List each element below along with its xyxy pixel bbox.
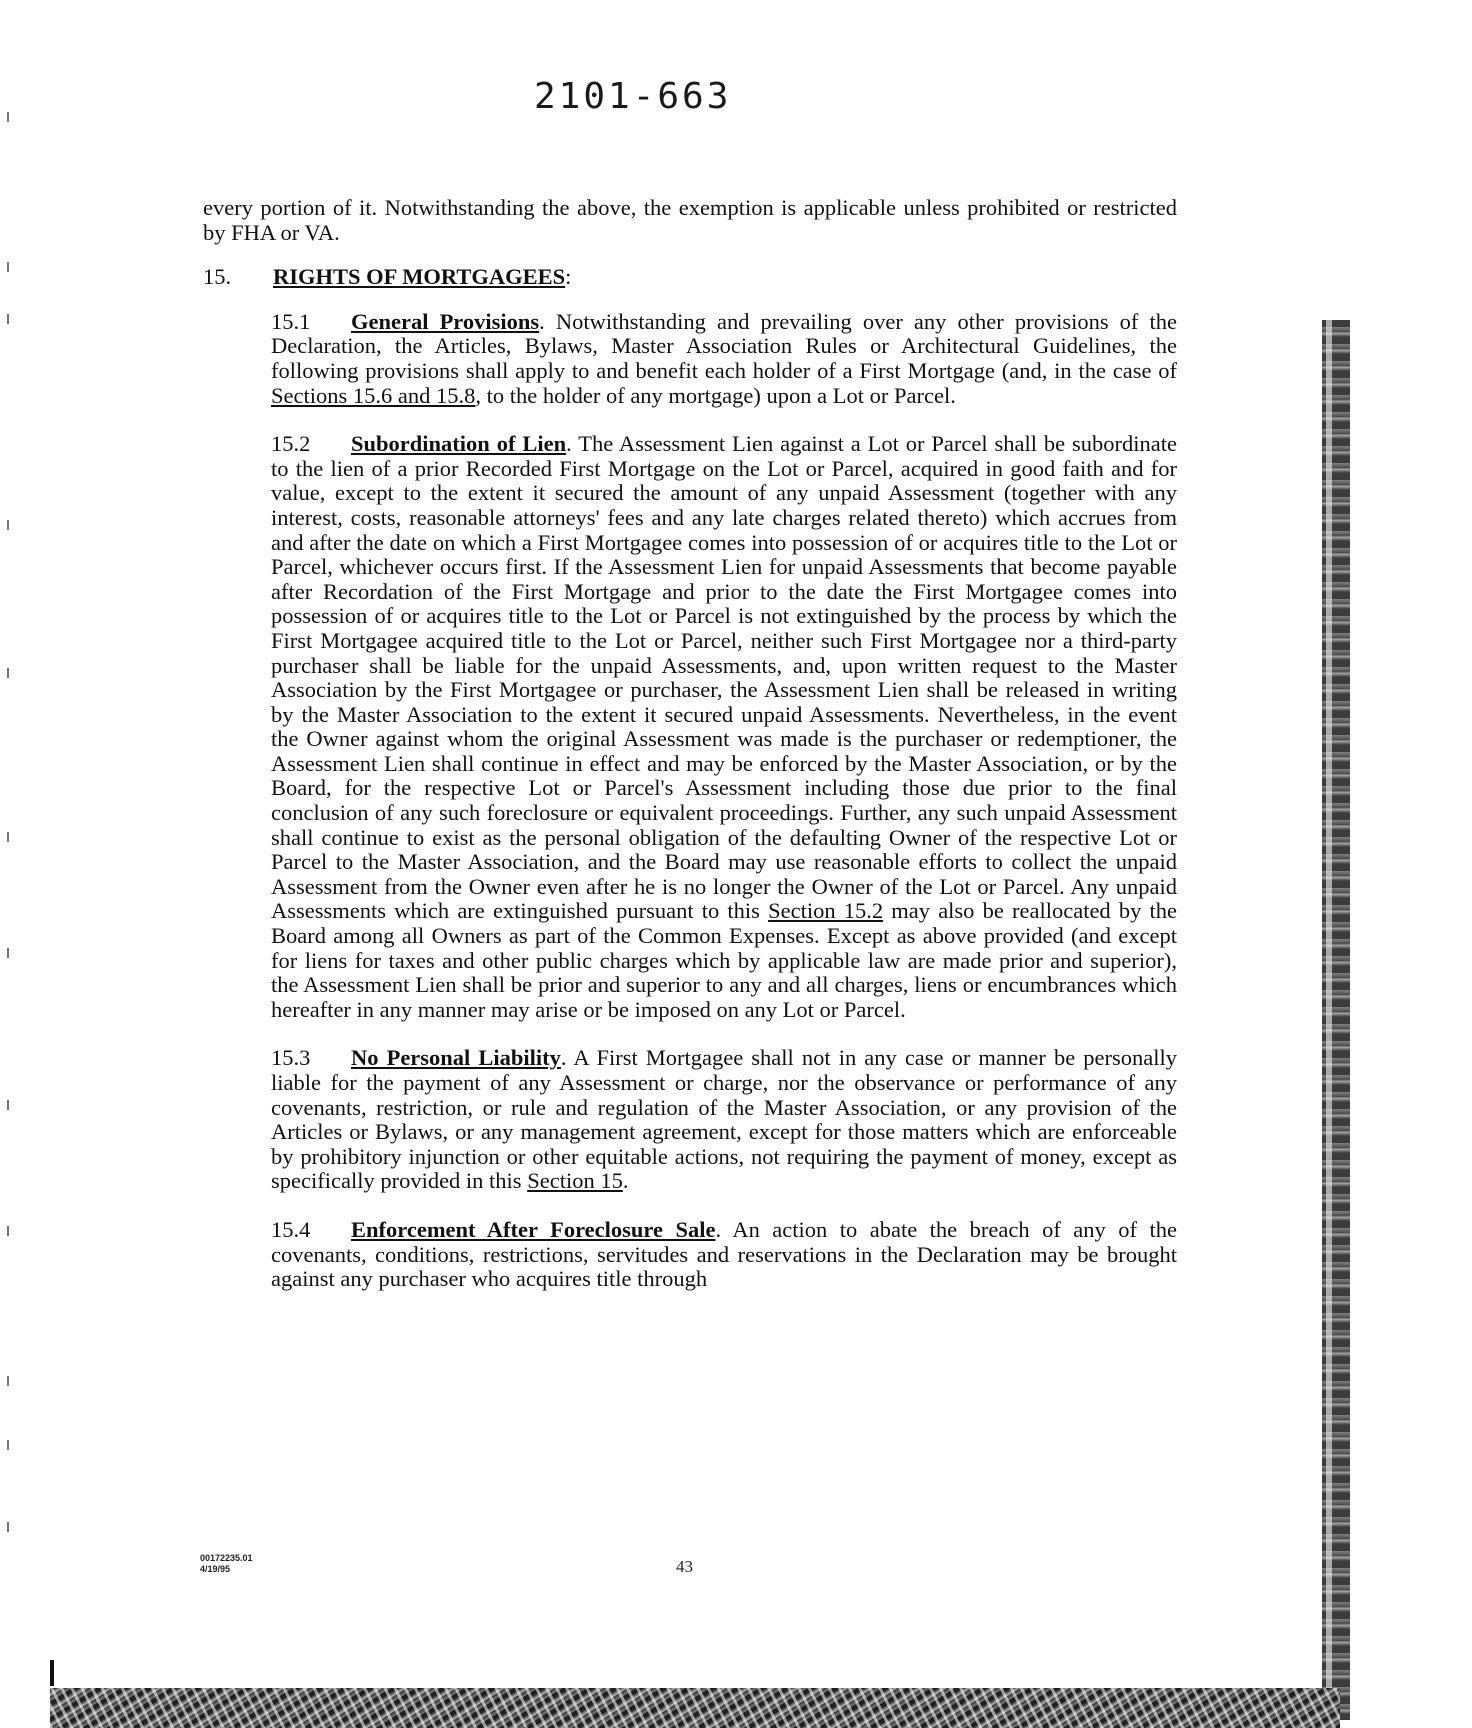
- margin-tick: [7, 112, 9, 122]
- margin-tick: [7, 520, 9, 530]
- footer-doc-code: [200, 1553, 253, 1575]
- subsection-title: Enforcement After Foreclosure Sale: [351, 1216, 716, 1242]
- margin-tick: [7, 1376, 9, 1386]
- subsection-number: 15.4: [271, 1216, 311, 1242]
- subsection-text: . A First Mortgagee shall not in any case or manner be personally liable for the payment of any Assessment or charge, nor the observance or performance of any covenants, restriction, or rule and regulation of the Master Association, or any provision of the Articles or Bylaws, or any management agreement, except for those matters which are enforceable by prohibitory injunction or other equitable actions, not requiring the payment of money, except as specifically provided in this: [271, 1045, 1177, 1194]
- continuation-paragraph: every portion of it. Notwithstanding the above, the exemption is applicable unless prohibited or restricted by FHA or VA.: [203, 195, 1177, 245]
- subsection-15-1: [271, 310, 1177, 408]
- document-number: 2101-663: [534, 76, 732, 117]
- section-number: 15.: [203, 264, 232, 290]
- margin-tick: [7, 262, 9, 272]
- subsection-number: 15.1: [271, 308, 311, 334]
- section-title-suffix: :: [565, 264, 572, 290]
- subsection-text-end: may also be reallocated by the Board among all Owners as part of the Common Expenses. Except as above provided (and except for liens for taxes and other public charges which by applicable law are made prior and superior), the Assessment Lien shall be prior and superior to any and all charges, liens or encumbrances which hereafter in any manner may arise or be imposed on any Lot or Parcel.: [271, 898, 1177, 1022]
- margin-tick: [7, 832, 9, 842]
- scan-edge-artifact-bottom: [50, 1688, 1340, 1728]
- margin-tick: [7, 948, 9, 958]
- subsection-15-2: [271, 432, 1177, 1022]
- section-reference: Section 15: [527, 1168, 623, 1194]
- section-reference: Section 15.2: [768, 898, 884, 924]
- subsection-title: No Personal Liability: [351, 1045, 561, 1071]
- margin-tick: [7, 1226, 9, 1236]
- subsection-text: . An action to abate the breach of any of the covenants, conditions, restrictions, servitudes and reservations in the Declaration may be brought against any purchaser who acquires title through: [271, 1216, 1177, 1292]
- section-heading: [203, 265, 1177, 290]
- margin-tick: [7, 1522, 9, 1532]
- subsection-title: General Provisions: [351, 308, 540, 334]
- subsection-title: Subordination of Lien: [351, 431, 567, 457]
- subsection-15-3: [271, 1046, 1177, 1194]
- margin-tick: [7, 1440, 9, 1450]
- subsection-text: . The Assessment Lien against a Lot or Parcel shall be subordinate to the lien of a prior Recorded First Mortgage on the Lot or Parcel, acquired in good faith and for value, except to the extent it secured the amount of any unpaid Assessment (together with any interest, costs, reasonable attorneys' fees and any late charges related thereto) which accrues from and after the date on which a First Mortgagee comes into possession of or acquires title to the Lot or Parcel, whichever occurs first. If the Assessment Lien for unpaid Assessments that become payable after Recordation of the First Mortgage and prior to the date the First Mortgagee comes into possession of or acquires title to the Lot or Parcel is not extinguished by the process by which the First Mortgagee acquired title to the Lot or Parcel, neither such First Mortgagee nor a third-party purchaser shall be liable for the unpaid Assessments, and, upon written request to the Master Association by the First Mortgagee or purchaser, the Assessment Lien shall be released in writing by the Master Association to the extent it secured unpaid Assessments. Nevertheless, in the event the Owner against whom the original Assessment was made is the purchaser or redemptioner, the Assessment Lien shall continue in effect and may be enforced by the Master Association, or by the Board, for the respective Lot or Parcel's Assessment including those due prior to the final conclusion of any such foreclosure or equivalent proceedings. Further, any such unpaid Assessment shall continue to exist as the personal obligation of the defaulting Owner of the respective Lot or Parcel to the Master Association, and the Board may use reasonable efforts to collect the unpaid Assessment from the Owner even after he is no longer the Owner of the Lot or Parcel. Any unpaid Assessments which are extinguished pursuant to this: [271, 431, 1177, 924]
- subsection-15-4: [271, 1218, 1177, 1292]
- document-body: [203, 196, 1177, 1316]
- scan-edge-highlight: [1326, 320, 1332, 1720]
- subsection-text-end: , to the holder of any mortgage) upon a Lot or Parcel.: [475, 382, 956, 408]
- doc-code-line2: 4/19/95: [200, 1564, 231, 1574]
- section-title-wrap: [273, 265, 571, 290]
- page-number: 43: [676, 1557, 693, 1576]
- subsection-text: . Notwithstanding and prevailing over any other provisions of the Declaration, the Articles, Bylaws, Master Association Rules or Architectural Guidelines, the following provisions shall apply to and benefit each holder of a First Mortgage (and, in the case of: [271, 308, 1177, 383]
- subsection-number: 15.3: [271, 1045, 311, 1071]
- margin-tick: [7, 668, 9, 678]
- subsection-number: 15.2: [271, 431, 311, 457]
- doc-code-line1: 00172235.01: [200, 1553, 253, 1563]
- section-reference: Sections 15.6 and 15.8: [271, 382, 476, 408]
- margin-tick: [7, 314, 9, 324]
- subsection-text-end: .: [622, 1168, 629, 1194]
- margin-tick: [7, 1100, 9, 1110]
- scan-mark: [50, 1660, 54, 1686]
- section-title: RIGHTS OF MORTGAGEES: [273, 264, 566, 290]
